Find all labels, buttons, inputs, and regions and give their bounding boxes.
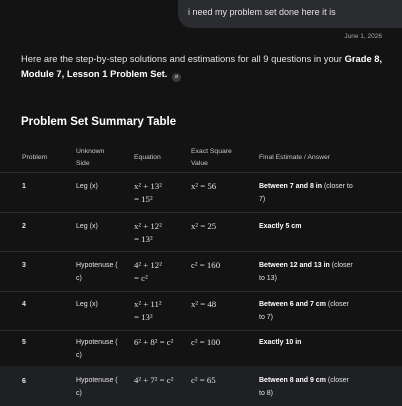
row-6-problem: 6 — [22, 378, 26, 385]
row-3-equation — [134, 259, 162, 285]
row-2-equation — [134, 220, 162, 246]
header-final-answer: Final Estimate / Answer — [259, 154, 331, 161]
table-header-divider — [0, 172, 402, 173]
row-1-answer — [259, 180, 353, 206]
header-unknown-side-line2: Side — [76, 160, 90, 167]
row-6-answer-bold: Between 8 and 9 cm — [259, 377, 326, 384]
user-message-bubble — [178, 0, 402, 28]
row-6-answer-rest-2: to 8) — [259, 390, 274, 397]
row-1-equation-line1: x² + 13² — [134, 181, 162, 191]
row-5-side-line2: c) — [76, 352, 82, 359]
row-5-side — [76, 336, 118, 362]
row-6-side-line1: Hypotenuse ( — [76, 377, 118, 384]
row-5-answer — [259, 336, 301, 349]
row-5-side-line1: Hypotenuse ( — [76, 339, 118, 346]
intro-bold-text: Grade 8, Module 7, Lesson 1 Problem Set. — [21, 53, 383, 79]
row-6-answer-rest: (closer — [325, 377, 349, 384]
row-2-equation-line1: x² + 12² — [134, 221, 162, 231]
header-equation: Equation — [134, 154, 161, 161]
row-4-answer-rest-2: to 7) — [259, 314, 274, 321]
row-2-answer — [259, 220, 301, 233]
user-message-text: i need my problem set done here it is — [188, 7, 336, 17]
row-3-side-line2: c) — [76, 275, 82, 282]
row-1-exact: x² = 56 — [191, 181, 217, 191]
row-2-equation-line2: = 13² — [134, 234, 153, 244]
row-1-problem: 1 — [22, 183, 26, 190]
row-1-answer-bold: Between 7 and 8 in — [259, 183, 323, 190]
header-exact-line1: Exact Square — [191, 148, 232, 155]
row-6-side-line2: c) — [76, 390, 82, 397]
section-title: Problem Set Summary Table — [21, 116, 177, 128]
intro-text: Here are the step-by-step solutions and estimations for all 9 questions in your — [21, 53, 345, 64]
header-unknown-side-line1: Unknown — [76, 148, 105, 155]
response-intro — [21, 52, 391, 82]
row-5-exact: c² = 100 — [191, 337, 221, 347]
row-4-equation-line2: = 13² — [134, 312, 153, 322]
row-3-answer-rest: (closer — [329, 262, 353, 269]
row-1-side: Leg (x) — [76, 183, 98, 190]
row-6-answer — [259, 374, 349, 400]
row-3-answer-rest-2: to 13) — [259, 275, 277, 282]
row-3-problem: 3 — [22, 262, 26, 269]
row-1-equation — [134, 180, 162, 206]
message-timestamp: June 1, 2026 — [344, 33, 382, 40]
header-problem: Problem — [22, 154, 48, 161]
row-3-exact: c² = 160 — [191, 260, 221, 270]
row-4-problem: 4 — [22, 301, 26, 308]
row-1-answer-rest: (closer to — [322, 183, 353, 190]
row-4-answer — [259, 298, 349, 324]
row-divider — [0, 330, 402, 331]
row-4-answer-rest: (closer — [325, 301, 349, 308]
link-icon[interactable]: ⌀ — [172, 73, 181, 82]
row-2-problem: 2 — [22, 223, 26, 230]
row-3-equation-line2: = c² — [134, 273, 148, 283]
row-3-answer-bold: Between 12 and 13 in — [259, 262, 330, 269]
header-unknown-side — [76, 146, 104, 170]
row-6-equation: 4² + 7² = c² — [134, 375, 174, 385]
row-2-exact: x² = 25 — [191, 221, 217, 231]
row-3-side — [76, 259, 118, 285]
row-divider — [0, 212, 402, 213]
row-5-problem: 5 — [22, 339, 26, 346]
row-4-exact: x² = 48 — [191, 299, 217, 309]
row-3-answer — [259, 259, 353, 285]
header-exact-square — [191, 146, 232, 170]
row-4-equation — [134, 298, 162, 324]
row-4-equation-line1: x² + 11² — [134, 299, 162, 309]
row-4-answer-bold: Between 6 and 7 cm — [259, 301, 326, 308]
row-2-answer-bold: Exactly 5 cm — [259, 223, 302, 230]
row-5-equation: 6² + 8² = c² — [134, 337, 174, 347]
row-1-equation-line2: = 15² — [134, 194, 153, 204]
row-3-side-line1: Hypotenuse ( — [76, 262, 118, 269]
row-divider — [0, 291, 402, 292]
row-6-side — [76, 374, 118, 400]
row-2-side: Leg (x) — [76, 223, 98, 230]
row-5-answer-bold: Exactly 10 in — [259, 339, 302, 346]
row-divider — [0, 251, 402, 252]
row-3-equation-line1: 4² + 12² — [134, 260, 162, 270]
row-6-exact: c² = 65 — [191, 375, 216, 385]
row-4-side: Leg (x) — [76, 301, 98, 308]
header-exact-line2: Value — [191, 160, 208, 167]
row-1-answer-rest-2: 7) — [259, 196, 266, 203]
